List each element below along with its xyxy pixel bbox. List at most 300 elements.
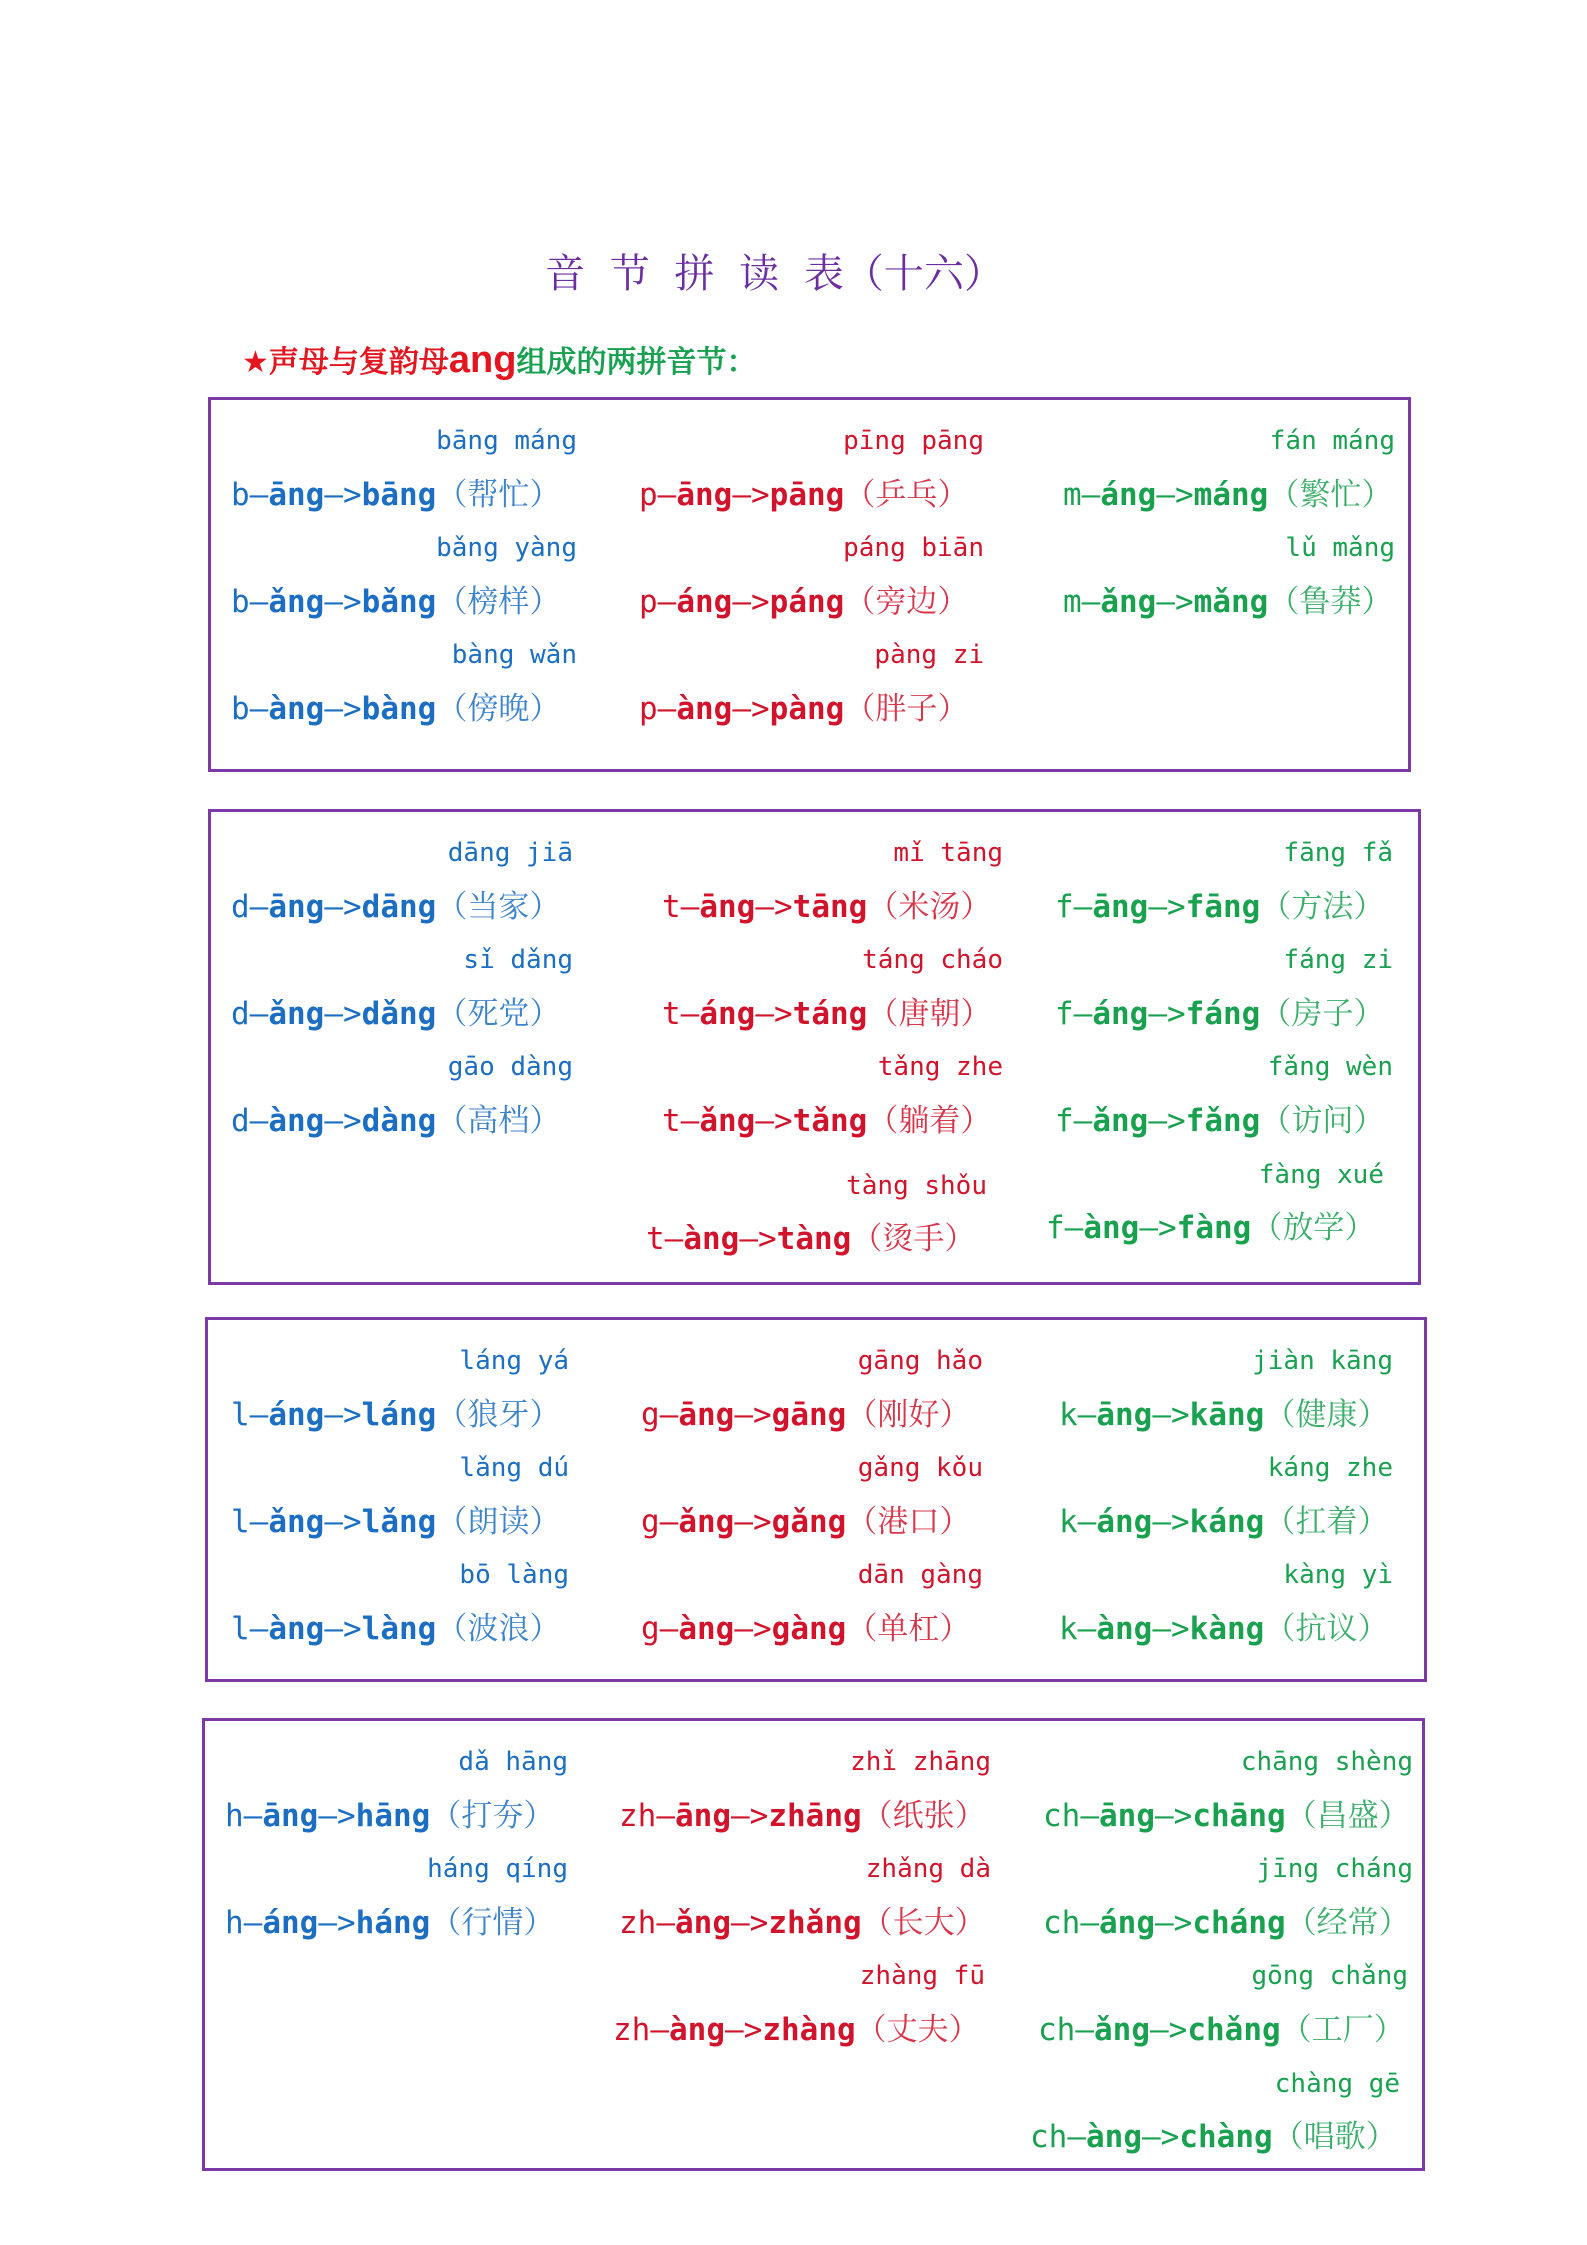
initial-letter: f xyxy=(1055,888,1074,925)
pinyin-line: fāng fǎ xyxy=(1283,838,1393,868)
dash: — xyxy=(1073,1102,1093,1139)
dash: — xyxy=(249,888,269,925)
pinyin-line: páng biān xyxy=(843,533,984,564)
example-word: （工厂） xyxy=(1280,2011,1405,2048)
final-vowel: āng xyxy=(675,1797,731,1834)
spelling-formula xyxy=(231,881,573,935)
syllable-entry xyxy=(231,1335,569,1442)
initial-letter: d xyxy=(231,1102,250,1139)
arrow: —> xyxy=(318,1797,356,1834)
pinyin-line: dān gàng xyxy=(857,1560,983,1591)
initial-letter: m xyxy=(1063,476,1082,513)
final-vowel: àng xyxy=(669,2011,725,2048)
example-word: （刚好） xyxy=(846,1396,971,1433)
spelling-formula xyxy=(662,988,1003,1042)
final-vowel: āng xyxy=(1092,888,1149,925)
final-vowel: àng xyxy=(268,1610,325,1647)
syllable: láng xyxy=(361,1396,437,1433)
example-word: （帮忙） xyxy=(436,476,561,513)
pinyin-line: kàng yì xyxy=(1283,1560,1393,1591)
initial-letter: h xyxy=(225,1797,244,1834)
spelling-formula xyxy=(231,576,577,630)
syllable-box xyxy=(202,1718,1425,2171)
final-vowel: ǎng xyxy=(1100,583,1157,620)
syllable-column xyxy=(641,1335,983,1657)
example-word: （榜样） xyxy=(436,583,561,620)
initial-letter: l xyxy=(231,1396,250,1433)
arrow: —> xyxy=(755,888,793,925)
syllable-entry xyxy=(1046,1149,1384,1256)
syllable-entry xyxy=(639,629,984,736)
syllable-entry xyxy=(1043,1843,1413,1950)
pinyin-line: lǎng dú xyxy=(459,1453,569,1484)
arrow: —> xyxy=(725,2011,763,2048)
example-word: （死党） xyxy=(436,995,561,1032)
arrow: —> xyxy=(731,1904,769,1941)
arrow: —> xyxy=(324,583,362,620)
arrow: —> xyxy=(755,1102,793,1139)
final-vowel: áng xyxy=(262,1904,319,1941)
spelling-formula xyxy=(231,1496,569,1550)
example-word: （访问） xyxy=(1260,1102,1385,1139)
syllable-entry xyxy=(646,1160,987,1267)
dash: — xyxy=(680,1102,700,1139)
star-icon: ★ xyxy=(242,345,269,380)
initial-letter: g xyxy=(641,1503,660,1540)
spelling-formula xyxy=(225,1897,568,1951)
spelling-formula xyxy=(639,683,984,737)
syllable-column xyxy=(231,827,573,1149)
spelling-formula xyxy=(1055,881,1393,935)
syllable-entry xyxy=(231,827,573,934)
dash: — xyxy=(656,1904,675,1941)
final-vowel: àng xyxy=(678,1610,735,1647)
spelling-formula xyxy=(662,881,1003,935)
spelling-formula xyxy=(1030,2111,1400,2165)
syllable: bàng xyxy=(361,690,437,727)
syllable: chǎng xyxy=(1187,2011,1281,2048)
spelling-formula xyxy=(641,1603,983,1657)
pinyin-line: chàng gē xyxy=(1274,2068,1400,2099)
syllable: kàng xyxy=(1189,1610,1265,1647)
example-word: （纸张） xyxy=(861,1797,986,1834)
dash: — xyxy=(664,1221,684,1258)
arrow: —> xyxy=(739,1221,777,1258)
example-word: （单杠） xyxy=(846,1610,971,1647)
example-word: （傍晚） xyxy=(436,690,561,727)
arrow: —> xyxy=(1152,1503,1190,1540)
initial-letter: t xyxy=(662,995,681,1032)
example-word: （打夯） xyxy=(430,1797,555,1834)
syllable: gāng xyxy=(771,1396,847,1433)
spelling-formula xyxy=(646,1213,987,1267)
initial-letter: zh xyxy=(619,1797,657,1834)
spelling-formula xyxy=(1043,1790,1413,1844)
syllable-entry xyxy=(231,1041,573,1148)
final-vowel: áng xyxy=(268,1396,325,1433)
syllable-entry xyxy=(641,1335,983,1442)
example-word: （房子） xyxy=(1260,995,1385,1032)
example-word: （唐朝） xyxy=(867,995,992,1032)
syllable: háng xyxy=(355,1904,431,1941)
syllable: dāng xyxy=(361,888,437,925)
pinyin-line: pīng pāng xyxy=(843,426,984,456)
syllable: páng xyxy=(769,583,845,620)
syllable: zhǎng xyxy=(768,1904,862,1941)
initial-letter: m xyxy=(1063,583,1082,620)
initial-letter: b xyxy=(231,476,250,513)
dash: — xyxy=(1075,2011,1094,2048)
example-word: （烫手） xyxy=(851,1221,976,1258)
dash: — xyxy=(1077,1503,1097,1540)
example-word: （旁边） xyxy=(844,583,969,620)
spelling-formula xyxy=(641,1389,983,1443)
example-word: （放学） xyxy=(1251,1210,1376,1247)
arrow: —> xyxy=(1148,995,1186,1032)
pinyin-line: tǎng zhe xyxy=(877,1052,1003,1083)
syllable-entry xyxy=(1059,1335,1393,1442)
syllable: fàng xyxy=(1176,1210,1252,1247)
initial-letter: l xyxy=(231,1503,250,1540)
final-vowel: āng xyxy=(262,1797,319,1834)
pinyin-line: gǎng kǒu xyxy=(857,1453,983,1484)
example-word: （米汤） xyxy=(867,888,992,925)
pinyin-line: káng zhe xyxy=(1267,1453,1393,1484)
spelling-formula xyxy=(639,576,984,630)
arrow: —> xyxy=(324,690,362,727)
pinyin-line: zhǐ zhāng xyxy=(850,1747,991,1777)
example-word: （丈夫） xyxy=(855,2011,980,2048)
syllable-entry xyxy=(1059,1549,1393,1656)
heading-text-end: 组成的两拼音节： xyxy=(516,345,757,380)
pinyin-line: mǐ tāng xyxy=(893,838,1003,868)
pinyin-line: fáng zi xyxy=(1283,945,1393,976)
final-vowel: āng xyxy=(268,476,325,513)
heading-text-start: 声母与复韵母 xyxy=(268,345,449,380)
syllable-entry xyxy=(225,1843,568,1950)
dash: — xyxy=(249,476,269,513)
example-word: （胖子） xyxy=(844,690,969,727)
pinyin-line: jīng cháng xyxy=(1256,1854,1413,1885)
final-vowel: àng xyxy=(676,690,733,727)
arrow: —> xyxy=(324,1396,362,1433)
dash: — xyxy=(249,583,269,620)
final-vowel: āng xyxy=(678,1396,735,1433)
pinyin-line: fǎng wèn xyxy=(1267,1052,1393,1083)
dash: — xyxy=(243,1904,263,1941)
dash: — xyxy=(659,1503,679,1540)
pinyin-line: bāng máng xyxy=(436,426,577,456)
syllable-entry xyxy=(1055,934,1393,1041)
final-vowel: áng xyxy=(1099,1904,1155,1941)
syllable-entry xyxy=(641,1549,983,1656)
syllable-entry xyxy=(639,522,984,629)
initial-letter: g xyxy=(641,1610,660,1647)
example-word: （健康） xyxy=(1264,1396,1389,1433)
dash: — xyxy=(249,1102,269,1139)
pinyin-line: dāng jiā xyxy=(447,838,573,868)
arrow: —> xyxy=(318,1904,356,1941)
syllable: tǎng xyxy=(792,1102,868,1139)
syllable-column xyxy=(231,415,577,737)
initial-letter: ch xyxy=(1043,1797,1081,1834)
initial-letter: t xyxy=(646,1221,665,1258)
final-vowel: āng xyxy=(699,888,756,925)
dash: — xyxy=(1077,1610,1097,1647)
syllable-entry xyxy=(1043,1736,1413,1843)
section-heading xyxy=(242,335,756,385)
pinyin-line: zhǎng dà xyxy=(865,1854,991,1885)
initial-letter: g xyxy=(641,1396,660,1433)
pinyin-line: jiàn kāng xyxy=(1252,1346,1393,1376)
spelling-formula xyxy=(639,469,984,523)
syllable-column xyxy=(613,1736,991,2058)
syllable-column xyxy=(1030,1736,1413,2165)
initial-letter: zh xyxy=(613,2011,651,2048)
syllable-entry xyxy=(662,1041,1003,1148)
syllable-entry xyxy=(1063,522,1395,629)
final-vowel: ǎng xyxy=(1092,1102,1149,1139)
spelling-formula xyxy=(1059,1389,1393,1443)
syllable-column xyxy=(231,1335,569,1657)
example-word: （昌盛） xyxy=(1285,1797,1410,1834)
arrow: —> xyxy=(732,690,770,727)
syllable: làng xyxy=(361,1610,437,1647)
spelling-formula xyxy=(231,988,573,1042)
dash: — xyxy=(1067,2119,1086,2156)
final-vowel: ǎng xyxy=(1094,2011,1150,2048)
arrow: —> xyxy=(1142,2119,1180,2156)
initial-letter: t xyxy=(662,1102,681,1139)
syllable: tàng xyxy=(776,1221,852,1258)
final-vowel: áng xyxy=(1096,1503,1153,1540)
initial-letter: p xyxy=(639,476,658,513)
initial-letter: l xyxy=(231,1610,250,1647)
initial-letter: f xyxy=(1046,1210,1065,1247)
example-word: （抗议） xyxy=(1264,1610,1389,1647)
spelling-formula xyxy=(231,1095,573,1149)
arrow: —> xyxy=(1155,1797,1193,1834)
arrow: —> xyxy=(755,995,793,1032)
final-vowel: āng xyxy=(676,476,733,513)
pinyin-line: sǐ dǎng xyxy=(463,945,573,976)
syllable-entry xyxy=(231,629,577,736)
pinyin-line: tàng shǒu xyxy=(846,1170,987,1201)
example-word: （当家） xyxy=(436,888,561,925)
arrow: —> xyxy=(1152,1610,1190,1647)
page-title: 音 节 拼 读 表（十六） xyxy=(545,251,1004,297)
dash: — xyxy=(249,1396,269,1433)
initial-letter: ch xyxy=(1043,1904,1081,1941)
example-word: （港口） xyxy=(846,1503,971,1540)
spelling-formula xyxy=(1055,988,1393,1042)
arrow: —> xyxy=(731,1797,769,1834)
example-word: （鲁莽） xyxy=(1268,583,1393,620)
spelling-formula xyxy=(1055,1095,1393,1149)
pinyin-line: bǎng yàng xyxy=(436,533,577,564)
syllable-entry xyxy=(1055,1041,1393,1148)
syllable: kāng xyxy=(1189,1396,1265,1433)
syllable: lǎng xyxy=(361,1503,437,1540)
dash: — xyxy=(680,995,700,1032)
syllable-entry xyxy=(231,1442,569,1549)
spelling-formula xyxy=(231,469,577,523)
syllable-entry xyxy=(1063,415,1395,522)
example-word: （行情） xyxy=(430,1904,555,1941)
arrow: —> xyxy=(324,995,362,1032)
dash: — xyxy=(249,1503,269,1540)
syllable: zhāng xyxy=(768,1797,862,1834)
spelling-formula xyxy=(1063,469,1395,523)
spelling-formula xyxy=(1059,1603,1393,1657)
syllable: bāng xyxy=(361,476,437,513)
syllable-entry xyxy=(231,934,573,1041)
final-vowel: ǎng xyxy=(268,583,325,620)
initial-letter: k xyxy=(1059,1503,1078,1540)
example-word: （经常） xyxy=(1285,1904,1410,1941)
initial-letter: ch xyxy=(1038,2011,1076,2048)
syllable-entry xyxy=(231,1549,569,1656)
spelling-formula xyxy=(1059,1496,1393,1550)
initial-letter: ch xyxy=(1030,2119,1068,2156)
example-word: （繁忙） xyxy=(1268,476,1393,513)
syllable-column xyxy=(1059,1335,1393,1657)
syllable: mǎng xyxy=(1193,583,1269,620)
syllable-entry xyxy=(1030,2058,1400,2165)
spelling-formula xyxy=(231,1603,569,1657)
syllable-entry xyxy=(619,1843,991,1950)
initial-letter: d xyxy=(231,995,250,1032)
final-vowel: ǎng xyxy=(678,1503,735,1540)
spelling-formula xyxy=(225,1790,568,1844)
initial-letter: k xyxy=(1059,1396,1078,1433)
spelling-formula xyxy=(619,1897,991,1951)
final-vowel: àng xyxy=(268,690,325,727)
pinyin-line: fán máng xyxy=(1269,426,1395,456)
dash: — xyxy=(249,995,269,1032)
example-word: （朗读） xyxy=(436,1503,561,1540)
dash: — xyxy=(1073,888,1093,925)
syllable-column xyxy=(1063,415,1395,629)
dash: — xyxy=(1080,1904,1099,1941)
spelling-formula xyxy=(1038,2004,1408,2058)
syllable-column xyxy=(1046,827,1393,1256)
pinyin-line: táng cháo xyxy=(862,945,1003,976)
pinyin-line: bàng wǎn xyxy=(451,640,577,671)
dash: — xyxy=(1080,1797,1099,1834)
final-vowel: áng xyxy=(676,583,733,620)
dash: — xyxy=(1081,476,1101,513)
example-word: （高档） xyxy=(436,1102,561,1139)
initial-letter: b xyxy=(231,583,250,620)
initial-letter: t xyxy=(662,888,681,925)
final-vowel: ǎng xyxy=(268,995,325,1032)
dash: — xyxy=(657,476,677,513)
heading-final-ang: ang xyxy=(448,339,517,381)
final-vowel: áng xyxy=(1092,995,1149,1032)
example-word: （波浪） xyxy=(436,1610,561,1647)
syllable-column xyxy=(225,1736,568,1950)
syllable: táng xyxy=(792,995,868,1032)
example-word: （扛着） xyxy=(1264,1503,1389,1540)
arrow: —> xyxy=(734,1503,772,1540)
final-vowel: àng xyxy=(268,1102,325,1139)
syllable: káng xyxy=(1189,1503,1265,1540)
syllable: hāng xyxy=(355,1797,431,1834)
dash: — xyxy=(680,888,700,925)
pinyin-line: pàng zi xyxy=(874,640,984,671)
syllable: gǎng xyxy=(771,1503,847,1540)
spelling-formula xyxy=(231,683,577,737)
final-vowel: àng xyxy=(1096,1610,1153,1647)
dash: — xyxy=(1081,583,1101,620)
final-vowel: āng xyxy=(1099,1797,1155,1834)
syllable-column xyxy=(646,827,1003,1267)
syllable: pàng xyxy=(769,690,845,727)
syllable: dàng xyxy=(361,1102,437,1139)
syllable-entry xyxy=(613,1950,985,2057)
pinyin-line: lǔ mǎng xyxy=(1285,533,1395,564)
pinyin-line: háng qíng xyxy=(427,1854,568,1885)
pinyin-line: láng yá xyxy=(459,1346,569,1376)
dash: — xyxy=(249,690,269,727)
spelling-formula xyxy=(662,1095,1003,1149)
pinyin-line: gāo dàng xyxy=(447,1052,573,1083)
spelling-formula xyxy=(1063,576,1395,630)
example-word: （躺着） xyxy=(867,1102,992,1139)
arrow: —> xyxy=(1148,1102,1186,1139)
pinyin-line: dǎ hāng xyxy=(458,1747,568,1777)
final-vowel: àng xyxy=(1086,2119,1142,2156)
syllable-entry xyxy=(639,415,984,522)
spelling-formula xyxy=(231,1389,569,1443)
spelling-formula xyxy=(1046,1202,1384,1256)
dash: — xyxy=(1064,1210,1084,1247)
dash: — xyxy=(657,690,677,727)
syllable: tāng xyxy=(792,888,868,925)
syllable-entry xyxy=(619,1736,991,1843)
initial-letter: f xyxy=(1055,1102,1074,1139)
arrow: —> xyxy=(732,583,770,620)
initial-letter: d xyxy=(231,888,250,925)
arrow: —> xyxy=(1139,1210,1177,1247)
syllable: gàng xyxy=(771,1610,847,1647)
syllable-entry xyxy=(662,827,1003,934)
spelling-formula xyxy=(641,1496,983,1550)
dash: — xyxy=(650,2011,669,2048)
spelling-formula xyxy=(619,1790,991,1844)
syllable-entry xyxy=(225,1736,568,1843)
syllable-box xyxy=(208,397,1411,772)
final-vowel: āng xyxy=(268,888,325,925)
example-word: （狼牙） xyxy=(436,1396,561,1433)
initial-letter: p xyxy=(639,690,658,727)
dash: — xyxy=(657,583,677,620)
syllable-box xyxy=(205,1317,1427,1682)
syllable-entry xyxy=(231,415,577,522)
syllable-entry xyxy=(662,934,1003,1041)
syllable: pāng xyxy=(769,476,845,513)
initial-letter: k xyxy=(1059,1610,1078,1647)
arrow: —> xyxy=(324,888,362,925)
syllable-entry xyxy=(1059,1442,1393,1549)
initial-letter: zh xyxy=(619,1904,657,1941)
final-vowel: àng xyxy=(683,1221,740,1258)
pinyin-line: chāng shèng xyxy=(1240,1747,1413,1777)
final-vowel: áng xyxy=(699,995,756,1032)
syllable-entry xyxy=(1038,1950,1408,2057)
dash: — xyxy=(659,1396,679,1433)
